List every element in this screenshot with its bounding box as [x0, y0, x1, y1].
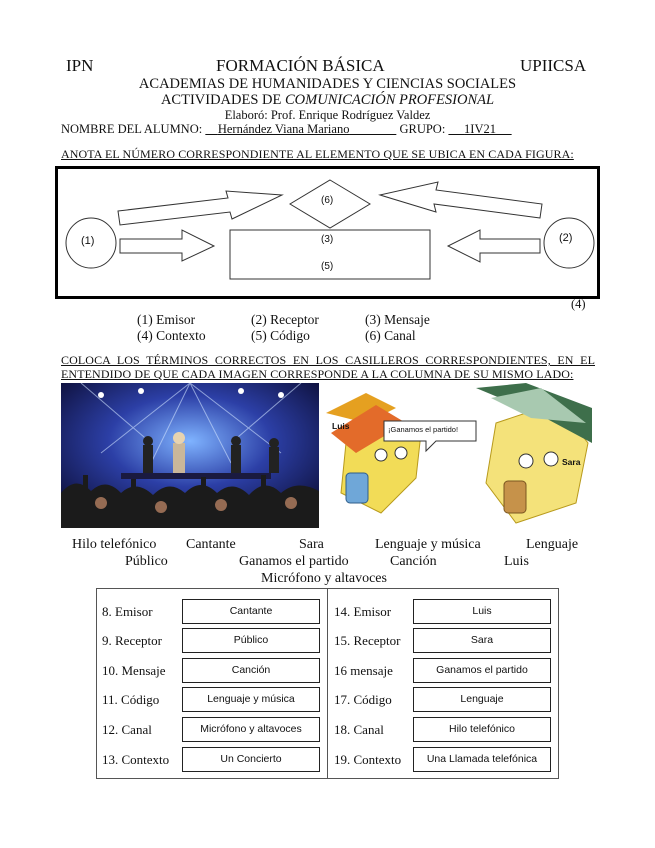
arrow-to-channel-right	[380, 182, 542, 218]
instruction-2b: ENTENDIDO DE QUE CADA IMAGEN CORRESPONDE A LA COLUMNA DE SU MISMO LADO:	[61, 367, 574, 381]
left-answer-box[interactable]: Cantante	[182, 599, 320, 624]
arrow-to-message-right	[448, 230, 540, 262]
label-3: (3)	[321, 234, 334, 245]
word-bank-item: Hilo telefónico	[72, 537, 157, 552]
right-answer-box[interactable]: Una Llamada telefónica	[413, 747, 551, 772]
word-bank-item: Ganamos el partido	[239, 554, 349, 569]
left-answer-box[interactable]: Lenguaje y música	[182, 687, 320, 712]
phone-call-cartoon	[326, 383, 592, 528]
left-answer-box[interactable]: Público	[182, 628, 320, 653]
right-answer-box[interactable]: Sara	[413, 628, 551, 653]
header-right: UPIICSA	[520, 56, 587, 75]
legend-5: (5) Código	[251, 328, 310, 343]
left-answer-box[interactable]: Canción	[182, 658, 320, 683]
arrow-to-channel-left	[118, 191, 282, 225]
left-answer-box[interactable]: Un Concierto	[182, 747, 320, 772]
right-answer-box[interactable]: Lenguaje	[413, 687, 551, 712]
group-value: 1IV21	[464, 122, 496, 136]
academy-line: ACADEMIAS DE HUMANIDADES Y CIENCIAS SOCIALES	[138, 76, 517, 92]
label-2: (2)	[559, 232, 573, 244]
legend-1: (1) Emisor	[137, 312, 196, 327]
left-label: 9. Receptor	[102, 633, 162, 648]
legend-6: (6) Canal	[365, 328, 416, 343]
header-left: IPN	[66, 56, 94, 75]
right-answer-box[interactable]: Luis	[413, 599, 551, 624]
right-label: 17. Código	[334, 692, 392, 707]
right-label: 18. Canal	[334, 722, 384, 737]
arrow-to-message-left	[120, 230, 214, 261]
label-6: (6)	[321, 195, 334, 206]
instruction-2a: COLOCA LOS TÉRMINOS CORRECTOS EN LOS CASILLEROS CORRESPONDIENTES, EN EL	[61, 353, 595, 367]
word-bank-item: Lenguaje	[526, 537, 579, 552]
legend-4: (4) Contexto	[137, 328, 206, 343]
instruction-1: ANOTA EL NÚMERO CORRESPONDIENTE AL ELEMENTO QUE SE UBICA EN CADA FIGURA:	[61, 147, 574, 161]
left-label: 8. Emisor	[102, 604, 153, 619]
header-title: FORMACIÓN BÁSICA	[216, 56, 385, 75]
concert-photo	[61, 383, 319, 528]
cartoon-illustration	[326, 383, 592, 528]
word-bank-item: Público	[125, 554, 168, 569]
left-answer-box[interactable]: Micrófono y altavoces	[182, 717, 320, 742]
label-4: (4)	[571, 297, 586, 311]
table-divider	[327, 589, 328, 778]
legend-2: (2) Receptor	[251, 312, 319, 327]
right-label: 14. Emisor	[334, 604, 392, 619]
communication-diagram	[55, 166, 600, 299]
student-line: NOMBRE DEL ALUMNO: Hernández Viana Mariano GRUPO: 1IV21	[61, 122, 512, 137]
left-label: 11. Código	[102, 692, 160, 707]
label-1: (1)	[81, 235, 95, 247]
legend-3: (3) Mensaje	[365, 312, 430, 327]
left-label: 10. Mensaje	[102, 663, 166, 678]
right-label: 15. Receptor	[334, 633, 401, 648]
cartoon-name-luis: Luis	[332, 421, 350, 431]
cartoon-name-sara: Sara	[562, 457, 581, 467]
left-label: 13. Contexto	[102, 752, 170, 767]
word-bank-item: Micrófono y altavoces	[261, 571, 387, 586]
label-5: (5)	[321, 261, 334, 272]
right-label: 16 mensaje	[334, 663, 393, 678]
author-line: Elaboró: Prof. Enrique Rodríguez Valdez	[224, 108, 431, 122]
word-bank-item: Canción	[390, 554, 437, 569]
diagram-shapes	[58, 169, 597, 296]
word-bank-item: Luis	[504, 554, 529, 569]
course-name: COMUNICACIÓN PROFESIONAL	[285, 92, 495, 108]
right-answer-box[interactable]: Hilo telefónico	[413, 717, 551, 742]
word-bank-item: Cantante	[186, 537, 236, 552]
word-bank-item: Sara	[299, 537, 324, 552]
left-label: 12. Canal	[102, 722, 152, 737]
right-answer-box[interactable]: Ganamos el partido	[413, 658, 551, 683]
right-label: 19. Contexto	[334, 752, 402, 767]
word-bank-item: Lenguaje y música	[375, 537, 481, 552]
activities-line: ACTIVIDADES DE COMUNICACIÓN PROFESIONAL	[160, 92, 495, 108]
concert-illustration	[61, 383, 319, 528]
student-name: Hernández Viana Mariano	[217, 122, 350, 136]
speech-bubble: ¡Ganamos el partido!	[388, 425, 459, 434]
